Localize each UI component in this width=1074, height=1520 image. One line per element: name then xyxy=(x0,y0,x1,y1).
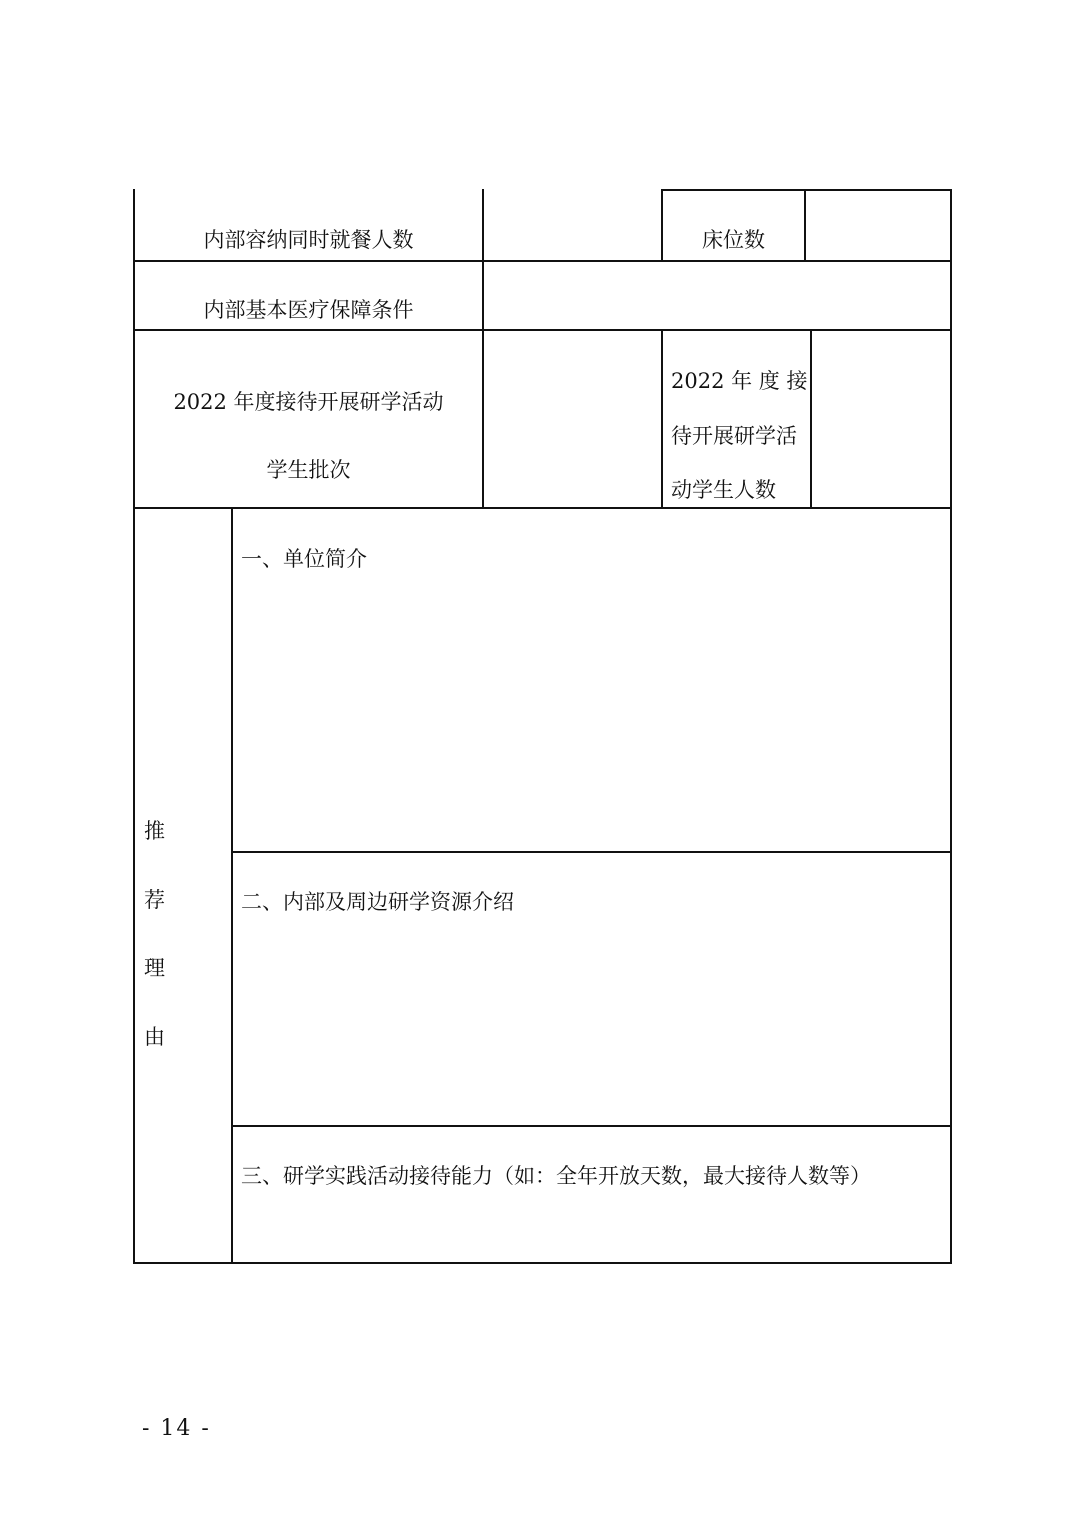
recommend-reason-char-2: 荐 xyxy=(144,888,165,912)
section-study-resources-heading: 二、内部及周边研学资源介绍 xyxy=(241,890,514,914)
recommend-reason-char-1: 推 xyxy=(144,819,165,843)
column-divider-a-rows1-3 xyxy=(482,189,484,509)
student-batches-label-line2: 学生批次 xyxy=(266,458,351,482)
column-divider-c-row3 xyxy=(810,329,812,509)
table-row-divider-3 xyxy=(133,507,952,509)
table-row-divider-2 xyxy=(133,329,952,331)
medical-conditions-label: 内部基本医疗保障条件 xyxy=(203,298,414,322)
table-row-divider-1 xyxy=(133,260,952,262)
column-divider-b-row1 xyxy=(661,189,663,262)
table-border-right xyxy=(950,189,952,1264)
table-border-top-right xyxy=(661,189,952,191)
column-divider-b-row3 xyxy=(661,329,663,509)
student-count-label-line3: 动学生人数 xyxy=(671,478,776,502)
student-count-label-line2: 待开展研学活 xyxy=(671,424,797,448)
section-divider-2 xyxy=(231,1125,952,1127)
student-count-label-line1: 2022 年 度 接 xyxy=(671,369,808,393)
column-divider-c-row1 xyxy=(804,189,806,262)
page-number: - 14 - xyxy=(142,1416,211,1441)
recommend-reason-char-3: 理 xyxy=(144,956,165,980)
beds-count-label: 床位数 xyxy=(702,228,765,252)
dining-capacity-label: 内部容纳同时就餐人数 xyxy=(203,228,414,252)
table-border-left xyxy=(133,189,135,1264)
table-border-bottom xyxy=(133,1262,952,1264)
recommend-label-divider xyxy=(231,507,233,1264)
section-divider-1 xyxy=(231,851,952,853)
recommend-reason-char-4: 由 xyxy=(144,1025,165,1049)
student-batches-label-line1: 2022 年度接待开展研学活动 xyxy=(173,390,444,414)
section-unit-intro-heading: 一、单位简介 xyxy=(241,547,367,571)
section-reception-capacity-heading: 三、研学实践活动接待能力（如：全年开放天数，最大接待人数等） xyxy=(241,1164,871,1188)
